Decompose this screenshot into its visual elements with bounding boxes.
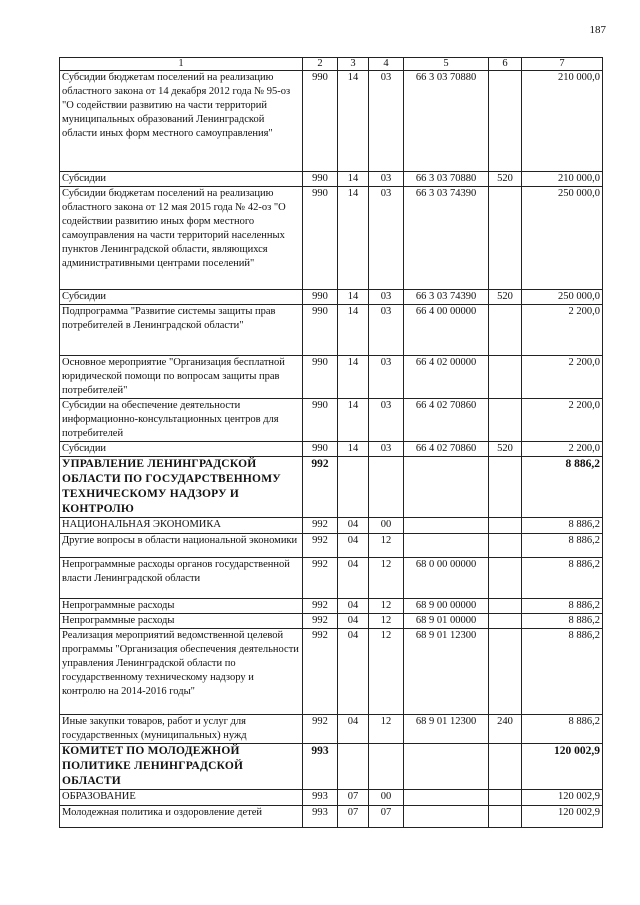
row-expense-type [489, 399, 522, 442]
row-subsection: 03 [369, 172, 404, 187]
table-row [60, 534, 603, 558]
row-name: Реализация мероприятий ведомственной целевой программы "Организация обеспечения деятельности управления Ленинградской области по государственному техническому надзору и контролю на 2014-2016 годы" [60, 629, 303, 715]
row-expense-type [489, 599, 522, 614]
row-subsection: 12 [369, 599, 404, 614]
column-header: 3 [338, 58, 369, 71]
row-target-article [404, 457, 489, 518]
row-amount: 8 886,2 [522, 715, 603, 744]
row-section [338, 744, 369, 790]
row-amount: 2 200,0 [522, 399, 603, 442]
row-expense-type: 240 [489, 715, 522, 744]
row-admin-code: 992 [303, 518, 338, 534]
row-target-article [404, 518, 489, 534]
row-admin-code: 990 [303, 187, 338, 290]
row-target-article [404, 806, 489, 828]
table-row [60, 71, 603, 172]
row-expense-type [489, 187, 522, 290]
row-expense-type [489, 744, 522, 790]
table-row [60, 172, 603, 187]
row-name: Основное мероприятие "Организация бесплатной юридической помощи по вопросам защиты прав потребителей" [60, 356, 303, 399]
table-row [60, 457, 603, 518]
row-admin-code: 993 [303, 744, 338, 790]
row-name: Молодежная политика и оздоровление детей [60, 806, 303, 828]
row-expense-type [489, 790, 522, 806]
row-section: 07 [338, 790, 369, 806]
row-expense-type [489, 614, 522, 629]
row-admin-code: 990 [303, 356, 338, 399]
row-name: КОМИТЕТ ПО МОЛОДЕЖНОЙ ПОЛИТИКЕ ЛЕНИНГРАДСКОЙ ОБЛАСТИ [60, 744, 303, 790]
table-row [60, 629, 603, 715]
table-row [60, 715, 603, 744]
column-header: 1 [60, 58, 303, 71]
row-amount: 8 886,2 [522, 457, 603, 518]
row-expense-type [489, 457, 522, 518]
row-subsection: 03 [369, 442, 404, 457]
row-amount: 250 000,0 [522, 187, 603, 290]
row-section: 04 [338, 599, 369, 614]
row-admin-code: 993 [303, 790, 338, 806]
row-amount: 120 002,9 [522, 790, 603, 806]
row-name: Непрограммные расходы [60, 614, 303, 629]
row-subsection [369, 457, 404, 518]
row-amount: 8 886,2 [522, 599, 603, 614]
row-name: Иные закупки товаров, работ и услуг для государственных (муниципальных) нужд [60, 715, 303, 744]
row-target-article: 68 9 01 00000 [404, 614, 489, 629]
row-expense-type [489, 518, 522, 534]
row-subsection: 12 [369, 715, 404, 744]
row-admin-code: 992 [303, 534, 338, 558]
row-admin-code: 990 [303, 442, 338, 457]
table-row [60, 599, 603, 614]
row-name: Субсидии [60, 290, 303, 305]
table-row [60, 305, 603, 356]
row-name: Непрограммные расходы [60, 599, 303, 614]
row-expense-type [489, 534, 522, 558]
row-expense-type [489, 558, 522, 599]
row-section: 07 [338, 806, 369, 828]
row-target-article: 68 0 00 00000 [404, 558, 489, 599]
row-admin-code: 992 [303, 715, 338, 744]
row-section: 04 [338, 614, 369, 629]
table-row [60, 518, 603, 534]
row-subsection: 03 [369, 399, 404, 442]
table-row [60, 290, 603, 305]
row-amount: 2 200,0 [522, 442, 603, 457]
row-admin-code: 992 [303, 629, 338, 715]
row-admin-code: 990 [303, 71, 338, 172]
table-row [60, 614, 603, 629]
row-admin-code: 990 [303, 399, 338, 442]
row-amount: 8 886,2 [522, 629, 603, 715]
row-subsection: 03 [369, 71, 404, 172]
row-name: Другие вопросы в области национальной экономики [60, 534, 303, 558]
row-name: Субсидии на обеспечение деятельности информационно-консультационных центров для потребителей [60, 399, 303, 442]
table-row [60, 442, 603, 457]
row-name: УПРАВЛЕНИЕ ЛЕНИНГРАДСКОЙ ОБЛАСТИ ПО ГОСУДАРСТВЕННОМУ ТЕХНИЧЕСКОМУ НАДЗОРУ И КОНТРОЛЮ [60, 457, 303, 518]
row-expense-type [489, 356, 522, 399]
row-amount: 8 886,2 [522, 534, 603, 558]
column-header: 6 [489, 58, 522, 71]
row-section: 04 [338, 715, 369, 744]
row-admin-code: 990 [303, 172, 338, 187]
row-subsection: 07 [369, 806, 404, 828]
row-admin-code: 992 [303, 457, 338, 518]
row-section: 14 [338, 356, 369, 399]
row-target-article: 66 3 03 70880 [404, 172, 489, 187]
row-name: Подпрограмма "Развитие системы защиты прав потребителей в Ленинградской области" [60, 305, 303, 356]
row-section: 14 [338, 399, 369, 442]
row-subsection: 00 [369, 518, 404, 534]
row-section: 14 [338, 71, 369, 172]
row-target-article: 66 4 02 00000 [404, 356, 489, 399]
row-target-article [404, 790, 489, 806]
row-name: Субсидии бюджетам поселений на реализацию областного закона от 14 декабря 2012 года № 95-оз "О содействии развитию на части территорий муниципальных образований Ленинградской области иных форм местного самоуправления" [60, 71, 303, 172]
row-section: 04 [338, 558, 369, 599]
row-expense-type [489, 71, 522, 172]
row-section: 04 [338, 629, 369, 715]
row-section [338, 457, 369, 518]
row-section: 14 [338, 172, 369, 187]
row-section: 04 [338, 518, 369, 534]
row-admin-code: 990 [303, 305, 338, 356]
column-header: 5 [404, 58, 489, 71]
row-name: ОБРАЗОВАНИЕ [60, 790, 303, 806]
row-admin-code: 992 [303, 558, 338, 599]
row-expense-type: 520 [489, 290, 522, 305]
column-header: 7 [522, 58, 603, 71]
row-subsection: 03 [369, 305, 404, 356]
table-row [60, 187, 603, 290]
row-subsection: 12 [369, 534, 404, 558]
row-subsection [369, 744, 404, 790]
row-amount: 8 886,2 [522, 614, 603, 629]
budget-table [59, 57, 603, 828]
column-header: 2 [303, 58, 338, 71]
row-amount: 2 200,0 [522, 305, 603, 356]
row-amount: 210 000,0 [522, 71, 603, 172]
row-amount: 210 000,0 [522, 172, 603, 187]
row-amount: 120 002,9 [522, 744, 603, 790]
row-target-article: 66 4 00 00000 [404, 305, 489, 356]
row-target-article: 66 3 03 74390 [404, 290, 489, 305]
table-row [60, 790, 603, 806]
table-row [60, 806, 603, 828]
row-target-article: 66 3 03 70880 [404, 71, 489, 172]
table-row [60, 558, 603, 599]
row-amount: 2 200,0 [522, 356, 603, 399]
row-subsection: 00 [369, 790, 404, 806]
row-name: Субсидии [60, 442, 303, 457]
row-admin-code: 993 [303, 806, 338, 828]
row-subsection: 03 [369, 356, 404, 399]
row-target-article: 66 3 03 74390 [404, 187, 489, 290]
row-amount: 250 000,0 [522, 290, 603, 305]
table-header-row [60, 58, 603, 71]
row-expense-type: 520 [489, 442, 522, 457]
row-target-article: 68 9 01 12300 [404, 629, 489, 715]
row-section: 14 [338, 290, 369, 305]
row-subsection: 03 [369, 187, 404, 290]
row-target-article [404, 744, 489, 790]
column-header: 4 [369, 58, 404, 71]
row-admin-code: 992 [303, 599, 338, 614]
table-row [60, 399, 603, 442]
row-target-article: 68 9 01 12300 [404, 715, 489, 744]
row-target-article: 66 4 02 70860 [404, 442, 489, 457]
row-admin-code: 990 [303, 290, 338, 305]
row-section: 14 [338, 305, 369, 356]
row-name: НАЦИОНАЛЬНАЯ ЭКОНОМИКА [60, 518, 303, 534]
row-amount: 8 886,2 [522, 518, 603, 534]
page-number: 187 [589, 24, 606, 36]
row-subsection: 12 [369, 558, 404, 599]
row-expense-type: 520 [489, 172, 522, 187]
row-amount: 8 886,2 [522, 558, 603, 599]
row-section: 04 [338, 534, 369, 558]
row-subsection: 12 [369, 629, 404, 715]
row-target-article: 68 9 00 00000 [404, 599, 489, 614]
row-expense-type [489, 629, 522, 715]
row-section: 14 [338, 442, 369, 457]
row-name: Непрограммные расходы органов государственной власти Ленинградской области [60, 558, 303, 599]
row-name: Субсидии [60, 172, 303, 187]
table-row [60, 356, 603, 399]
row-target-article: 66 4 02 70860 [404, 399, 489, 442]
row-target-article [404, 534, 489, 558]
row-section: 14 [338, 187, 369, 290]
row-admin-code: 992 [303, 614, 338, 629]
row-amount: 120 002,9 [522, 806, 603, 828]
row-subsection: 12 [369, 614, 404, 629]
row-expense-type [489, 806, 522, 828]
row-expense-type [489, 305, 522, 356]
row-name: Субсидии бюджетам поселений на реализацию областного закона от 12 мая 2015 года № 42-оз "О содействии развитию иных форм местного самоуправления на части территорий населенных пунктов Ленинградской области, являющихся административными центрами поселений" [60, 187, 303, 290]
row-subsection: 03 [369, 290, 404, 305]
table-row [60, 744, 603, 790]
